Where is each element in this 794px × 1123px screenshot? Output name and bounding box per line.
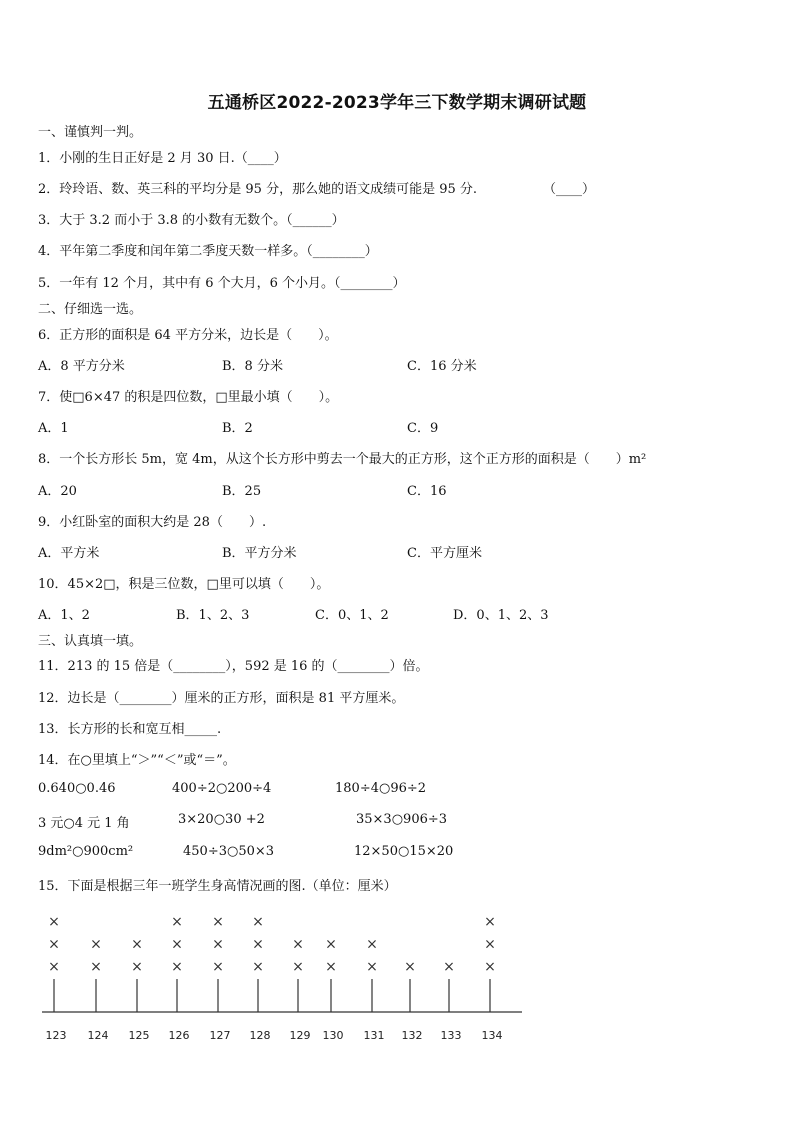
question-10: 10．45×2□，积是三位数，□里可以填（ ）。 [38,577,330,592]
chart-tick-label: 132 [401,1029,423,1042]
option-b: B．25 [222,484,262,499]
question-9: 9．小红卧室的面积大约是 28（ ）. [38,515,267,530]
option-a: A．1、2 [38,608,90,623]
question-6: 6．正方形的面积是 64 平方分米，边长是（ ）。 [38,328,338,343]
chart-tally-mark: × [252,959,264,975]
question-13: 13．长方形的长和宽互相_____. [38,722,222,737]
comparison-item: 0.640○0.46 [38,781,116,796]
comparison-item: 12×50○15×20 [354,844,454,859]
page-title: 五通桥区2022-2023学年三下数学期末调研试题 [207,93,587,113]
question-1: 1．小刚的生日正好是 2 月 30 日.（____） [38,151,287,166]
chart-tally-mark: × [171,914,183,930]
chart-tick-label: 131 [363,1029,385,1042]
option-a: A．1 [38,421,69,436]
question-7: 7．使□6×47 的积是四位数，□里最小填（ ）。 [38,390,339,405]
option-b: B．2 [222,421,253,436]
option-b: B．1、2、3 [176,608,250,623]
question-2-blank: （____） [543,182,596,197]
chart-tick-label: 134 [481,1029,503,1042]
chart-tally-mark: × [131,936,143,953]
comparison-item: 180÷4○96÷2 [335,781,427,796]
chart-tick-label: 130 [322,1029,344,1042]
comparison-item: 3×20○30 +2 [178,812,265,827]
chart-tally-mark: × [292,936,304,953]
comparison-item: 9dm²○900cm² [38,844,134,859]
chart-tally-mark: × [325,936,337,953]
chart-tick-label: 128 [249,1029,271,1042]
chart-tick-label: 126 [168,1029,190,1042]
chart-tally-mark: × [252,936,264,953]
section-heading-2: 二、仔细选一选。 [38,302,143,317]
option-c: C．0、1、2 [315,608,389,623]
option-c: C．平方厘米 [407,546,482,561]
chart-tally-mark: × [484,959,496,975]
option-b: B．8 分米 [222,359,283,374]
chart-tick-label: 129 [289,1029,311,1042]
chart-tally-mark: × [212,914,224,930]
question-12: 12．边长是（________）厘米的正方形，面积是 81 平方厘米。 [38,691,405,706]
chart-tally-mark: × [292,959,304,975]
option-c: C．16 分米 [407,359,477,374]
chart-tally-mark: × [366,959,378,975]
option-a: A．20 [38,484,77,499]
chart-tally-mark: × [325,959,337,975]
section-heading-1: 一、谨慎判一判。 [38,125,143,140]
chart-tick-label: 123 [45,1029,67,1042]
chart-tally-mark: × [366,936,378,953]
question-14: 14．在○里填上“＞”“＜”或“＝”。 [38,753,236,768]
chart-tally-mark: × [48,914,60,930]
comparison-item: 35×3○906÷3 [356,812,448,827]
question-5: 5．一年有 12 个月，其中有 6 个大月，6 个小月。（________） [38,276,406,291]
chart-tally-mark: × [484,914,496,930]
chart-tally-mark: × [90,959,102,975]
chart-tally-mark: × [48,936,60,953]
chart-tally-mark: × [404,959,416,975]
chart-tick-label: 127 [209,1029,231,1042]
chart-tally-mark: × [171,959,183,975]
option-c: C．16 [407,484,447,499]
chart-tally-mark: × [90,936,102,953]
chart-tally-mark: × [48,959,60,975]
comparison-item: 450÷3○50×3 [183,844,275,859]
option-c: C．9 [407,421,439,436]
question-3: 3．大于 3.2 而小于 3.8 的小数有无数个。（______） [38,213,345,228]
chart-tally-mark: × [484,936,496,953]
question-4: 4．平年第二季度和闰年第二季度天数一样多。（________） [38,244,378,259]
chart-tick-label: 133 [440,1029,462,1042]
chart-tick-label: 124 [87,1029,109,1042]
chart-tally-mark: × [212,936,224,953]
chart-tick-label: 125 [128,1029,150,1042]
question-8: 8．一个长方形长 5m，宽 4m，从这个长方形中剪去一个最大的正方形，这个正方形的面积是（ ）m² [38,452,647,467]
question-2-text: 2．玲玲语、数、英三科的平均分是 95 分，那么她的语文成绩可能是 95 分. [38,182,478,197]
question-11: 11．213 的 15 倍是（________），592 是 16 的（________）倍。 [38,659,429,674]
comparison-item: 400÷2○200÷4 [172,781,272,796]
chart-tally-mark: × [443,959,455,975]
option-a: A．平方米 [38,546,100,561]
chart-tally-mark: × [131,959,143,975]
option-a: A．8 平方分米 [38,359,125,374]
question-15: 15．下面是根据三年一班学生身高情况画的图.（单位：厘米） [38,879,397,894]
chart-tally-mark: × [171,936,183,953]
section-heading-3: 三、认真填一填。 [38,634,143,649]
option-b: B．平方分米 [222,546,297,561]
comparison-item: 3 元○4 元 1 角 [38,816,130,831]
chart-tally-mark: × [252,914,264,930]
option-d: D．0、1、2、3 [453,608,549,623]
chart-tally-mark: × [212,959,224,975]
